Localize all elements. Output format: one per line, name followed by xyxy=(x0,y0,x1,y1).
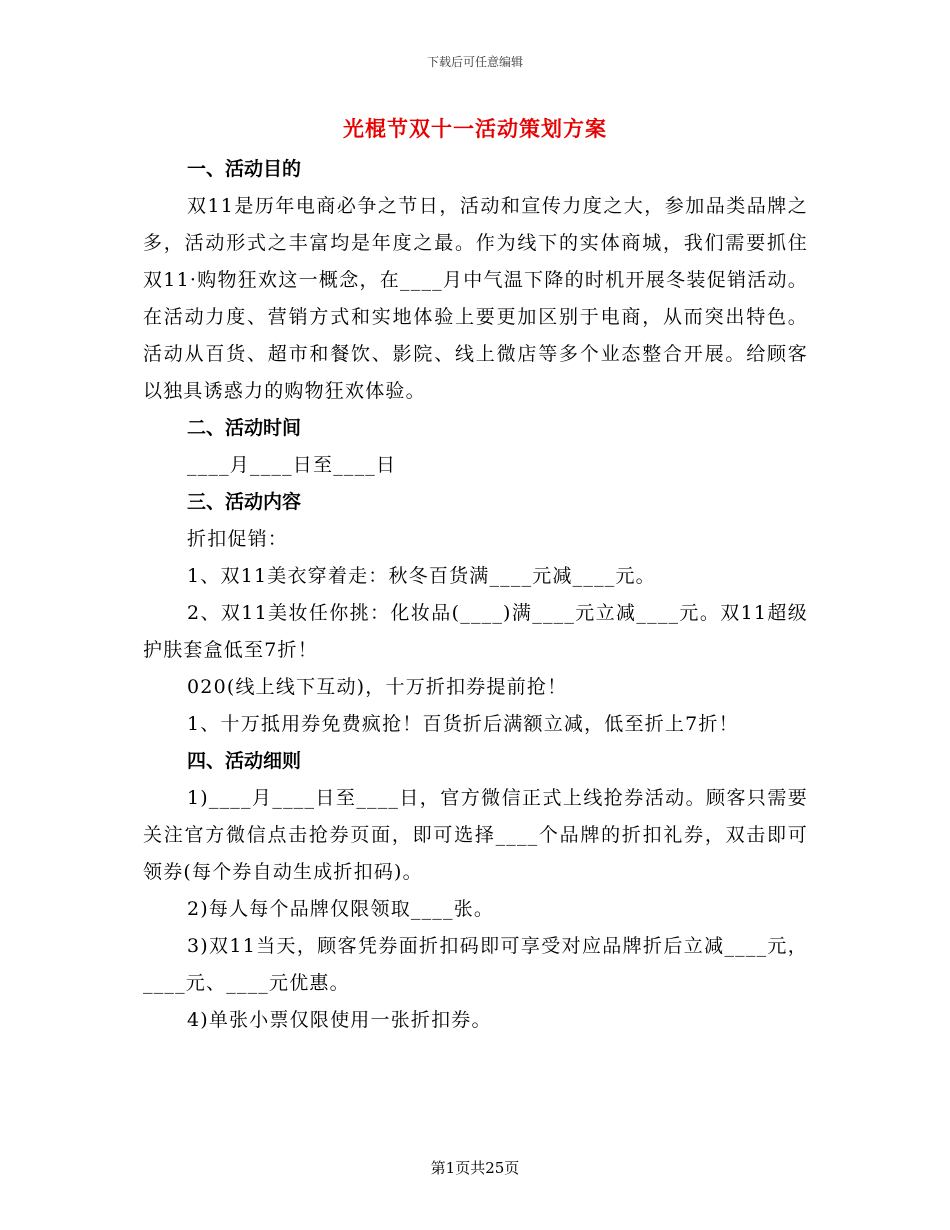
paragraph-rule-2: 2)每人每个品牌仅限领取____张。 xyxy=(187,898,495,920)
paragraph-o2o: 020(线上线下互动)，十万折扣券提前抢！ xyxy=(187,676,568,698)
page-number: 第1页共25页 xyxy=(430,1159,520,1177)
section-heading-time: 二、活动时间 xyxy=(187,417,302,439)
paragraph-time: ____月____日至____日 xyxy=(187,454,397,476)
document-body xyxy=(143,151,808,1039)
paragraph-clothing-offer: 1、双11美衣穿着走：秋冬百货满____元减____元。 xyxy=(187,565,656,587)
paragraph-rule-3: 3)双11当天，顾客凭券面折扣码即可享受对应品牌折后立减____元，____元、____元优惠。 xyxy=(143,935,808,994)
paragraph-purpose: 双11是历年电商必争之节日，活动和宣传力度之大，参加品类品牌之多，活动形式之丰富均是年度之最。作为线下的实体商城，我们需要抓住双11·购物狂欢这一概念，在____月中气温下降的时机开展冬装促销活动。在活动力度、营销方式和实地体验上要更加区别于电商，从而突出特色。活动从百货、超市和餐饮、影院、线上微店等多个业态整合开展。给顾客以独具诱惑力的购物狂欢体验。 xyxy=(143,195,808,402)
paragraph-coupons: 1、十万抵用券免费疯抢！百货折后满额立减，低至折上7折！ xyxy=(187,713,739,735)
paragraph-rule-4: 4)单张小票仅限使用一张折扣券。 xyxy=(187,1009,492,1031)
paragraph-discount-label: 折扣促销： xyxy=(187,528,289,550)
page-header-note: 下载后可任意编辑 xyxy=(426,55,523,69)
section-heading-purpose: 一、活动目的 xyxy=(187,158,302,180)
paragraph-rule-1: 1)____月____日至____日，官方微信正式上线抢券活动。顾客只需要关注官方微信点击抢券页面，即可选择____个品牌的折扣礼券，双击即可领券(每个券自动生成折扣码)。 xyxy=(143,787,808,883)
section-heading-content: 三、活动内容 xyxy=(187,491,302,513)
document-title: 光棍节双十一活动策划方案 xyxy=(343,116,607,141)
section-heading-rules: 四、活动细则 xyxy=(187,750,302,772)
paragraph-cosmetics-offer: 2、双11美妆任你挑：化妆品(____)满____元立减____元。双11超级护肤套盒低至7折！ xyxy=(143,602,808,661)
